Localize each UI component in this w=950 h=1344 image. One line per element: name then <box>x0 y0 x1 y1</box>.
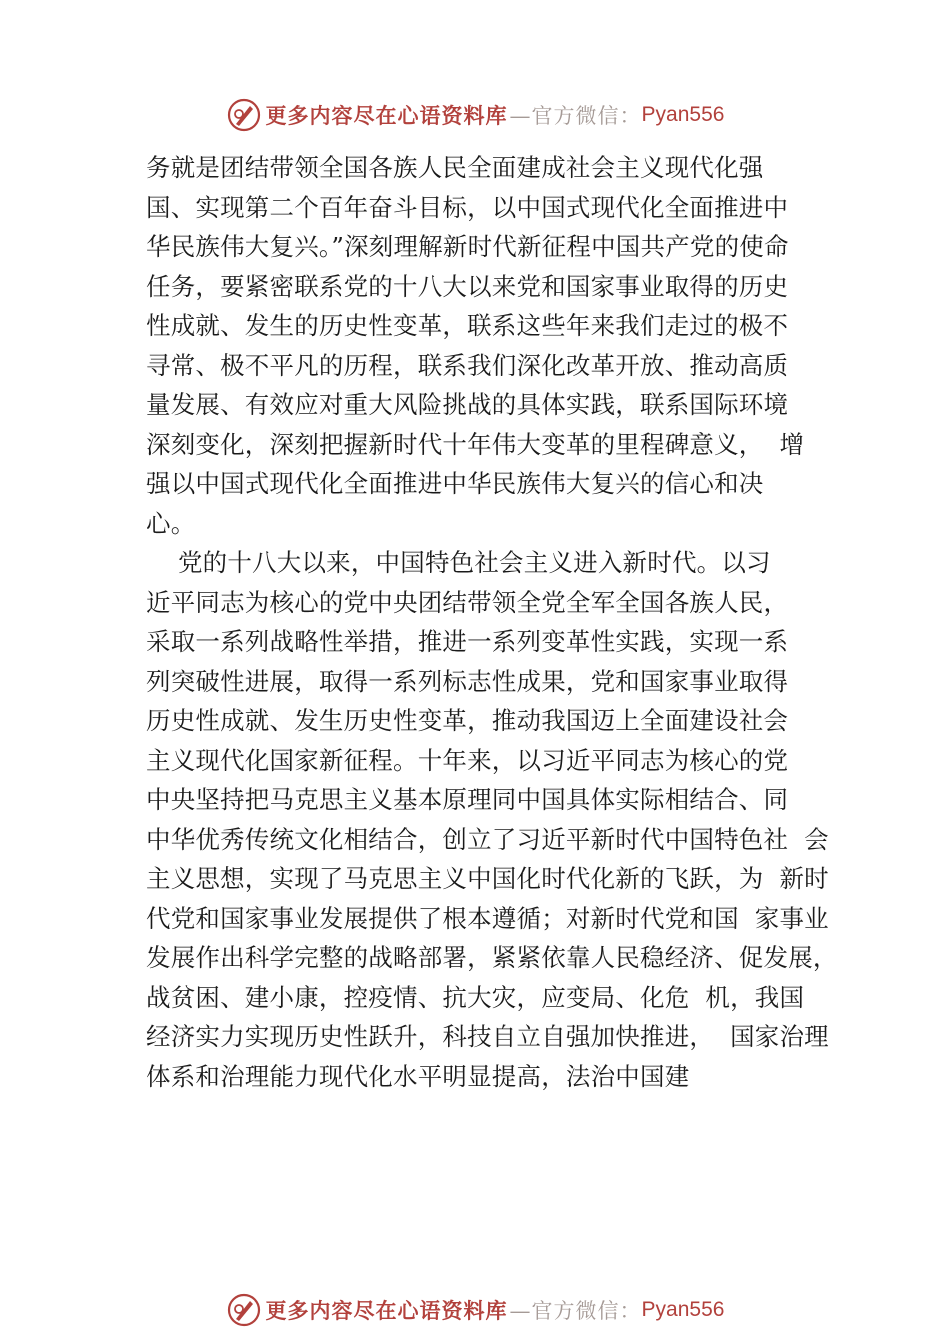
watermark-header <box>0 95 950 135</box>
body-line: 中央坚持把马克思主义基本原理同中国具体实际相结合、同 <box>146 785 789 814</box>
watermark-wechat-id: Pyan556 <box>641 103 725 126</box>
body-line: 任务，要紧密联系党的十八大以来党和国家事业取得的历史 <box>146 271 789 301</box>
body-line: 采取一系列战略性举措，推进一系列变革性实践，实现一系 <box>146 627 789 656</box>
body-line: 中华优秀传统文化相结合，创立了习近平新时代中国特色社 会 <box>146 824 829 854</box>
pen-logo-icon <box>226 97 262 133</box>
body-line: 战贫困、建小康，控疫情、抗大灾，应变局、化危 机，我国 <box>146 982 805 1012</box>
body-line: 历史性成就、发生历史性变革，推动我国迈上全面建设社会 <box>146 706 789 735</box>
body-line: 列突破性进展，取得一系列标志性成果，党和国家事业取得 <box>146 666 789 696</box>
body-line: 近平同志为核心的党中央团结带领全党全军全国各族人民， <box>146 587 789 617</box>
watermark-text: 更多内容尽在心语资料库 <box>265 103 508 128</box>
document-body <box>146 148 846 1096</box>
body-line: 深刻变化，深刻把握新时代十年伟大变革的里程碑意义， 增 <box>146 429 805 459</box>
body-line: 主义思想，实现了马克思主义中国化时代化新的飞跃，为 新时 <box>146 864 829 893</box>
body-line: 务就是团结带领全国各族人民全面建成社会主义现代化强 <box>146 153 764 182</box>
watermark-footer <box>0 1290 950 1330</box>
body-line: 寻常、极不平凡的历程，联系我们深化改革开放、推动高质 <box>146 350 789 380</box>
watermark-separator: —官方微信： <box>509 1299 642 1323</box>
body-line: 经济实力实现历史性跃升，科技自立自强加快推进， 国家治理 <box>146 1022 829 1051</box>
body-line: 代党和国家事业发展提供了根本遵循；对新时代党和国 家事业 <box>146 903 829 933</box>
pen-logo-icon <box>226 1292 262 1328</box>
watermark-wechat-id: Pyan556 <box>641 1298 725 1321</box>
body-line: 性成就、发生的历史性变革，联系这些年来我们走过的极不 <box>146 311 789 340</box>
body-line: 华民族伟大复兴。”深刻理解新时代新征程中国共产党的使命 <box>146 232 789 261</box>
body-line: 心。 <box>146 508 196 538</box>
body-line: 主义现代化国家新征程。十年来，以习近平同志为核心的党 <box>146 745 789 775</box>
body-line: 体系和治理能力现代化水平明显提高，法治中国建 <box>146 1061 690 1091</box>
body-line: 发展作出科学完整的战略部署，紧紧依靠人民稳经济、促发展， <box>146 943 838 972</box>
body-line: 强以中国式现代化全面推进中华民族伟大复兴的信心和决 <box>146 469 764 498</box>
body-line: 量发展、有效应对重大风险挑战的具体实践，联系国际环境 <box>146 390 789 419</box>
body-line: 党的十八大以来，中国特色社会主义进入新时代。以习 <box>146 548 771 577</box>
body-line: 国、实现第二个百年奋斗目标，以中国式现代化全面推进中 <box>146 192 789 222</box>
watermark-separator: —官方微信： <box>509 104 642 128</box>
watermark-text: 更多内容尽在心语资料库 <box>265 1298 508 1323</box>
